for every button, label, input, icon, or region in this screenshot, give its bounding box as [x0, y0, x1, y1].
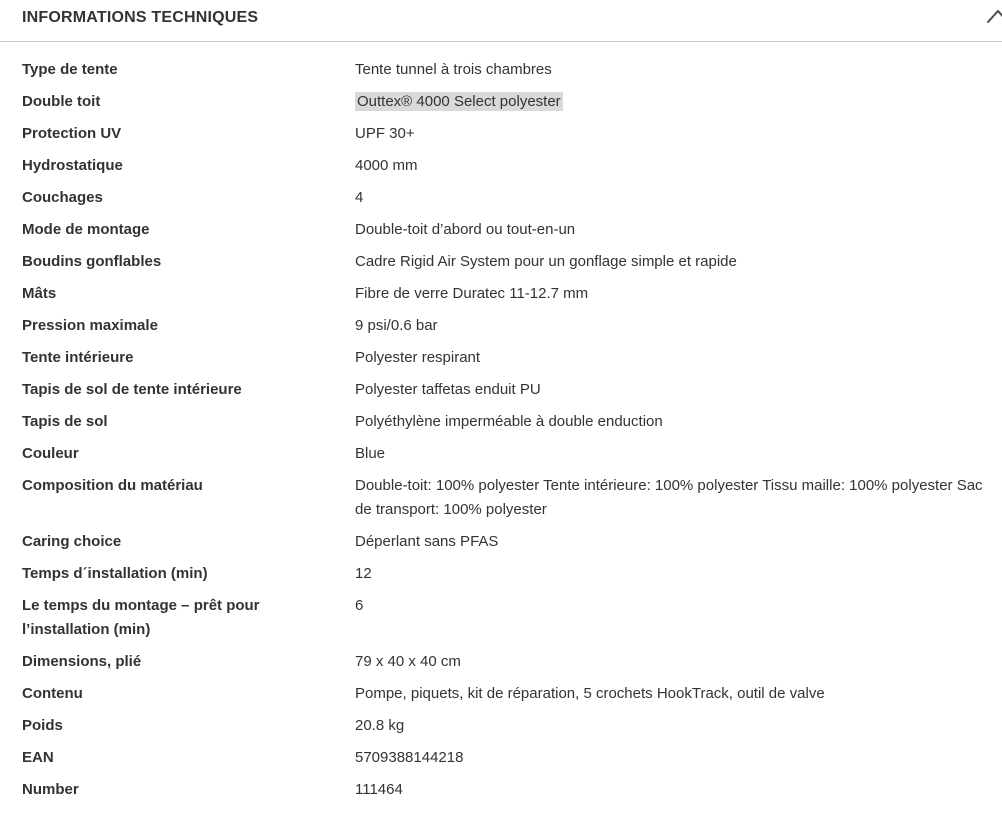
spec-value [355, 682, 994, 706]
spec-label: Mode de montage [22, 221, 150, 238]
spec-label: Protection UV [22, 125, 122, 142]
spec-label: Pression maximale [22, 317, 158, 334]
table-row [0, 214, 1002, 246]
chevron-up-icon[interactable] [986, 6, 1002, 26]
spec-label: Mâts [22, 285, 57, 302]
spec-value [355, 778, 994, 802]
table-row [0, 646, 1002, 678]
table-row [0, 710, 1002, 742]
spec-label: Temps d´installation (min) [22, 565, 208, 582]
spec-label: Tente intérieure [22, 349, 134, 366]
spec-value [355, 650, 994, 674]
spec-value-text: Polyester taffetas enduit PU [355, 381, 541, 398]
table-row [0, 86, 1002, 118]
spec-value-text: 9 psi/0.6 bar [355, 317, 438, 334]
spec-value [355, 714, 994, 738]
spec-value-text: Polyester respirant [355, 349, 481, 366]
spec-value-text: Polyéthylène imperméable à double enduction [355, 413, 663, 430]
table-row [0, 470, 1002, 526]
spec-value-text: 111464 [355, 781, 403, 798]
spec-value [355, 530, 994, 554]
spec-label: Boudins gonflables [22, 253, 162, 270]
table-row [0, 246, 1002, 278]
spec-label: Caring choice [22, 533, 122, 550]
table-row [0, 774, 1002, 806]
spec-value-text: Double-toit d’abord ou tout-en-un [355, 221, 576, 238]
table-row [0, 278, 1002, 310]
spec-value [355, 562, 994, 586]
spec-value-text: Blue [355, 445, 386, 462]
spec-value [355, 218, 994, 242]
selected-text-highlight: Outtex® 4000 Select polyester [357, 93, 561, 110]
table-row [0, 590, 1002, 646]
spec-value-text: Double-toit: 100% polyester Tente intérieure: 100% polyester Tissu maille: 100% polyester Sac de transport: 100% polyester [355, 477, 983, 518]
spec-value-text: Tente tunnel à trois chambres [355, 61, 552, 78]
table-row [0, 526, 1002, 558]
table-row [0, 118, 1002, 150]
table-row [0, 406, 1002, 438]
table-row [0, 310, 1002, 342]
spec-value-text: 4000 mm [355, 157, 418, 174]
section-title: INFORMATIONS TECHNIQUES [22, 8, 259, 26]
spec-value [355, 250, 994, 274]
spec-label: Dimensions, plié [22, 653, 142, 670]
spec-label: Type de tente [22, 61, 118, 78]
table-row [0, 558, 1002, 590]
spec-value [355, 58, 994, 82]
spec-label: Number [22, 781, 79, 798]
spec-label: Contenu [22, 685, 83, 702]
spec-value-text: 12 [355, 565, 372, 582]
spec-value-text: Fibre de verre Duratec 11-12.7 mm [355, 285, 589, 302]
spec-value [355, 122, 994, 146]
spec-value [355, 154, 994, 178]
section-header[interactable] [0, 0, 1002, 42]
spec-value [355, 594, 994, 618]
table-row [0, 182, 1002, 214]
spec-label: Couleur [22, 445, 79, 462]
spec-value [355, 474, 994, 522]
table-row [0, 374, 1002, 406]
spec-value [355, 282, 994, 306]
spec-value-text: 79 x 40 x 40 cm [355, 653, 461, 670]
spec-value [355, 442, 994, 466]
table-row [0, 342, 1002, 374]
spec-value [355, 410, 994, 434]
spec-label: Tapis de sol de tente intérieure [22, 381, 242, 398]
spec-label: Composition du matériau [22, 477, 203, 494]
spec-value [355, 746, 994, 770]
spec-label: Double toit [22, 93, 101, 110]
spec-label: Couchages [22, 189, 103, 206]
spec-value-text: 20.8 kg [355, 717, 405, 734]
table-row [0, 678, 1002, 710]
spec-value-text: Déperlant sans PFAS [355, 533, 499, 550]
spec-table [0, 42, 1002, 806]
spec-value-text: 5709388144218 [355, 749, 464, 766]
spec-value [355, 346, 994, 370]
spec-value-text: Pompe, piquets, kit de réparation, 5 crochets HookTrack, outil de valve [355, 685, 825, 702]
spec-label: Hydrostatique [22, 157, 123, 174]
spec-value-text: 4 [355, 189, 364, 206]
spec-label: Poids [22, 717, 63, 734]
spec-label: Le temps du montage – prêt pour l’installation (min) [22, 597, 260, 638]
spec-value [355, 186, 994, 210]
table-row [0, 150, 1002, 182]
spec-label: Tapis de sol [22, 413, 108, 430]
spec-value [355, 314, 994, 338]
table-row [0, 54, 1002, 86]
table-row [0, 438, 1002, 470]
table-row [0, 742, 1002, 774]
spec-label: EAN [22, 749, 54, 766]
spec-value [355, 90, 994, 114]
spec-value [355, 378, 994, 402]
spec-value-text: 6 [355, 597, 364, 614]
spec-value-text: UPF 30+ [355, 125, 415, 142]
spec-value-text: Cadre Rigid Air System pour un gonflage simple et rapide [355, 253, 737, 270]
